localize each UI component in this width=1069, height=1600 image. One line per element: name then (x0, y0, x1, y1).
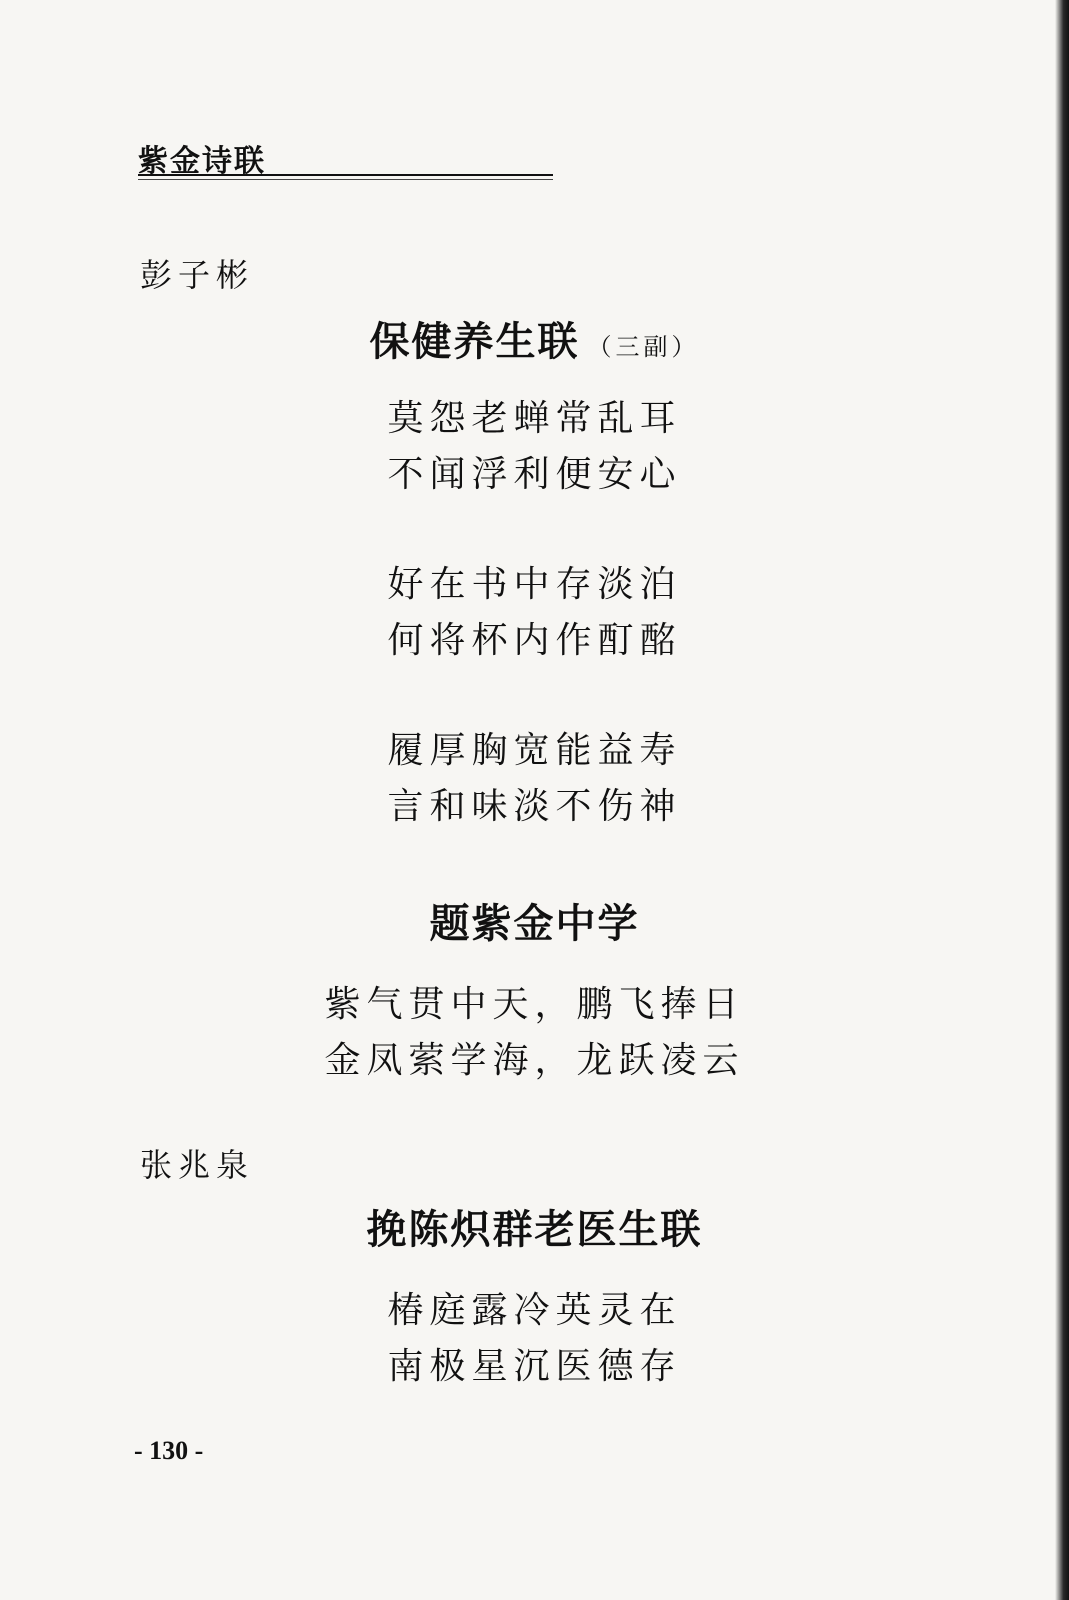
couplet-line: 不闻浮利便安心 (387, 454, 682, 495)
author-name: 彭子彬 (140, 256, 255, 294)
poem-title-text: 保健养生联 (369, 319, 580, 365)
running-header: 紫金诗联 (138, 144, 266, 179)
couplet-line: 履厚胸宽能益寿 (387, 730, 682, 771)
poem-title-suffix: （三副） (587, 333, 700, 361)
poem-title (0, 310, 1069, 367)
author-name: 张兆泉 (140, 1146, 255, 1184)
poem-title: 题紫金中学 (429, 901, 640, 947)
couplet-line: 莫怨老蝉常乱耳 (387, 398, 682, 439)
header-rule-secondary (138, 179, 553, 180)
couplet-line: 南极星沉医德存 (387, 1346, 682, 1387)
couplet-line: 紫气贯中天，鹏飞捧日 (324, 984, 745, 1025)
couplet-line: 好在书中存淡泊 (387, 564, 682, 605)
couplet-line: 何将杯内作酊酩 (387, 620, 682, 661)
couplet-line: 言和味淡不伤神 (387, 786, 682, 827)
poem-title: 挽陈炽群老医生联 (366, 1207, 703, 1253)
couplet-line: 椿庭露冷英灵在 (387, 1290, 682, 1331)
header-rule (138, 174, 553, 176)
page-number: - 130 - (134, 1436, 204, 1465)
couplet-line: 金凤萦学海，龙跃凌云 (324, 1040, 745, 1081)
